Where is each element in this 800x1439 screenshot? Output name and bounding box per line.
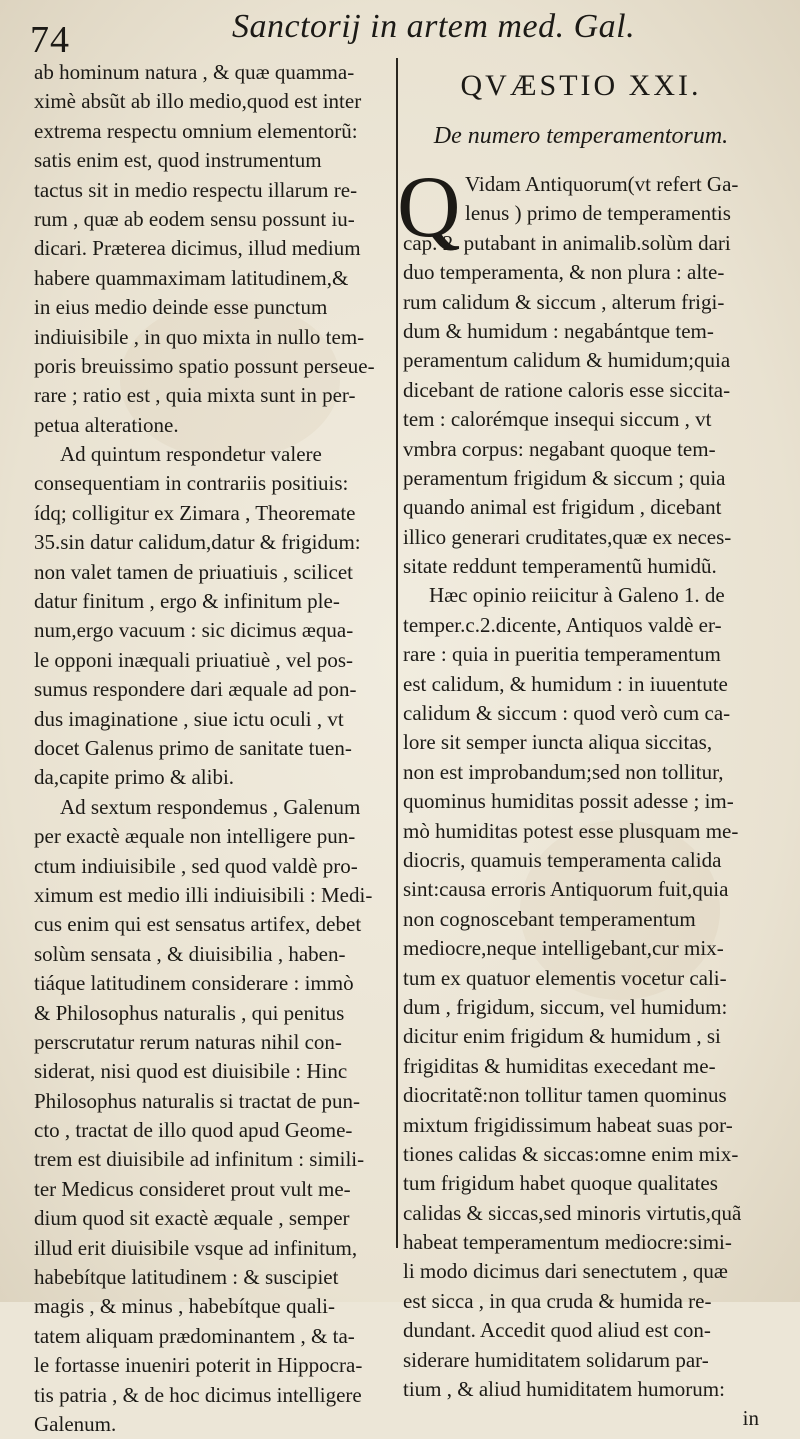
- text-line: rare ; ratio est , quia mixta sunt in per-: [34, 383, 356, 408]
- text-line: non est improbandum;sed non tollitur,: [403, 759, 724, 784]
- text-line: ximè absũt ab illo medio,quod est inter: [34, 89, 362, 114]
- text-line: non valet tamen de priuatiuis , scilicet: [34, 559, 353, 584]
- text-line: dum , frigidum, siccum, vel humidum:: [403, 994, 728, 1019]
- question-subtitle: De numero temperamentorum.: [433, 123, 729, 149]
- text-line: Vidam Antiquorum(vt refert Ga-: [465, 172, 739, 196]
- text-line: illico generari cruditates,quæ ex neces-: [403, 524, 732, 549]
- text-line: est sicca , in qua cruda & humida re-: [403, 1288, 712, 1313]
- text-line: tum frigidum habet quoque qualitates: [403, 1171, 718, 1196]
- text-line: est calidum, & humidum : in iuuentute: [403, 671, 728, 696]
- text-line: cus enim qui est sensatus artifex, debet: [34, 912, 362, 937]
- text-line: quominus humiditas possit adesse ; im-: [403, 789, 734, 814]
- text-line: trem est diuisibile ad infinitum : simili-: [34, 1147, 365, 1172]
- text-line: calidum & siccum : quod verò cum ca-: [403, 701, 731, 726]
- text-line: rum , quæ ab eodem sensu possunt iu-: [34, 206, 355, 231]
- text-line: tiones calidas & siccas:omne enim mix-: [403, 1141, 739, 1166]
- text-line: tactus sit in medio respectu illarum re-: [34, 177, 358, 202]
- running-title: Sanctorij in artem med. Gal.: [232, 8, 636, 45]
- drop-cap: Q: [397, 159, 461, 256]
- text-line: dicitur enim frigidum & humidum , si: [403, 1024, 721, 1049]
- text-line: dium quod sit exactè æquale , semper: [34, 1206, 350, 1231]
- text-line: tum ex quatuor elementis vocetur cali-: [403, 965, 727, 990]
- text-line: Philosophus naturalis si tractat de pun-: [34, 1088, 361, 1113]
- text-line: vmbra corpus: negabant quoque tem-: [403, 436, 716, 461]
- text-line: sitate reddunt temperamentũ humidũ.: [403, 554, 717, 579]
- text-line: illud erit diuisibile vsque ad infinitum,: [34, 1235, 358, 1260]
- text-line: rare : quia in pueritia temperamentum: [403, 642, 721, 667]
- text-line: tiáque latitudinem considerare : immò: [34, 971, 354, 996]
- text-line: in eius medio deinde esse punctum: [34, 295, 328, 320]
- text-line: dum & humidum : negabántque tem-: [403, 318, 714, 343]
- text-line: extrema respectu omnium elementorũ:: [34, 118, 358, 143]
- text-line: habere quammaximam latitudinem,&: [34, 265, 349, 290]
- text-line: ídq; colligitur ex Zimara , Theoremate: [34, 500, 356, 525]
- text-line: mò humiditas potest esse plusquam me-: [403, 818, 739, 843]
- text-line: perscrutatur rerum naturas nihil con-: [34, 1029, 342, 1054]
- text-line: poris breuissimo spatio possunt perseue-: [34, 353, 375, 378]
- text-line: tis patria , & de hoc dicimus intelligere: [34, 1382, 362, 1407]
- paragraph-1: [397, 159, 759, 581]
- text-line: num,ergo vacuum : sic dicimus æqua-: [34, 618, 354, 643]
- text-line: diocris, quamuis temperamenta calida: [403, 847, 722, 872]
- text-line: mixtum frigidissimum habeat suas por-: [403, 1112, 733, 1137]
- text-line: indiuisibile , in quo mixta in nullo tem-: [34, 324, 365, 349]
- text-line: lenus ) primo de temperamentis: [465, 201, 731, 226]
- page-number: 74: [30, 19, 70, 61]
- text-line: da,capite primo & alibi.: [34, 765, 235, 790]
- text-line: ter Medicus consideret prout vult me-: [34, 1176, 351, 1201]
- text-line: 35.sin datur calidum,datur & frigidum:: [34, 530, 361, 555]
- text-line: dus imaginatione , siue ictu oculi , vt: [34, 706, 344, 731]
- page-header: [0, 4, 800, 60]
- text-line: dicebant de ratione caloris esse siccita-: [403, 377, 731, 402]
- text-line: peramentum calidum & humidum;quia: [403, 348, 731, 373]
- text-line: ximum est medio illi indiuisibili : Medi-: [34, 882, 373, 907]
- text-line: frigiditas & humiditas execedant me-: [403, 1053, 716, 1078]
- text-line: satis enim est, quod instrumentum: [34, 148, 322, 173]
- text-line: solùm sensata , & diuisibilia , haben-: [34, 941, 346, 966]
- text-line: magis , & minus , habebítque quali-: [34, 1294, 335, 1319]
- question-title: QVÆSTIO XXI.: [460, 69, 702, 102]
- text-line: sint:causa erroris Antiquorum fuit,quia: [403, 877, 729, 902]
- right-column: [397, 58, 759, 1434]
- text-line: siderat, nisi quod est diuisibile : Hinc: [34, 1059, 348, 1084]
- text-line: dundant. Accedit quod aliud est con-: [403, 1318, 711, 1343]
- left-column: [34, 58, 390, 1439]
- text-line: cto , tractat de illo quod apud Geome-: [34, 1118, 353, 1143]
- text-line: temper.c.2.dicente, Antiquos valdè er-: [403, 612, 722, 637]
- text-line: Galenum.: [34, 1411, 117, 1436]
- text-line: peramentum frigidum & siccum ; quia: [403, 465, 726, 490]
- text-line: per exactè æquale non intelligere pun-: [34, 824, 356, 849]
- text-line: li modo dicimus dari senectutem , quæ: [403, 1259, 728, 1284]
- text-line: calidas & siccas,sed minoris virtutis,quã: [403, 1200, 742, 1225]
- text-line: cap. 2. putabant in animalib.solùm dari: [403, 230, 731, 255]
- text-line: diocritatẽ:non tollitur tamen quominus: [403, 1083, 727, 1108]
- text-line: docet Galenus primo de sanitate tuen-: [34, 735, 352, 760]
- text-line: datur finitum , ergo & infinitum ple-: [34, 589, 340, 614]
- text-line: siderare humiditatem solidarum par-: [403, 1347, 709, 1372]
- text-line: tium , & aliud humiditatem humorum:: [403, 1377, 725, 1402]
- text-line: Ad sextum respondemus , Galenum: [60, 794, 361, 819]
- text-line: Hæc opinio reiicitur à Galeno 1. de: [429, 583, 725, 608]
- text-line: le fortasse inueniri poterit in Hippocra-: [34, 1353, 363, 1378]
- text-line: quando animal est frigidum , dicebant: [403, 495, 722, 520]
- text-line: ctum indiuisibile , sed quod valdè pro-: [34, 853, 358, 878]
- text-line: dicari. Præterea dicimus, illud medium: [34, 236, 361, 261]
- text-line: Ad quintum respondetur valere: [60, 442, 322, 467]
- text-line: tatem aliquam prædominantem , & ta-: [34, 1323, 355, 1348]
- text-line: rum calidum & siccum , alterum frigi-: [403, 289, 725, 314]
- text-line: mediocre,neque intelligebant,cur mix-: [403, 936, 724, 961]
- text-line: duo temperamenta, & non plura : alte-: [403, 260, 725, 285]
- catchword: in: [742, 1406, 759, 1431]
- text-line: consequentiam in contrariis positiuis:: [34, 471, 349, 496]
- text-line: ab hominum natura , & quæ quamma-: [34, 60, 355, 84]
- text-line: habeat temperamentum mediocre:simi-: [403, 1230, 732, 1255]
- text-line: sumus respondere dari æquale ad pon-: [34, 677, 357, 702]
- text-line: habebítque latitudinem : & suscipiet: [34, 1265, 339, 1290]
- text-line: le opponi inæquali priuatiuè , vel pos-: [34, 647, 354, 672]
- text-line: tem : calorémque insequi siccum , vt: [403, 407, 712, 432]
- text-line: lore sit semper iuncta aliqua siccitas,: [403, 730, 713, 755]
- paragraph-2: [403, 581, 759, 1404]
- text-line: & Philosophus naturalis , qui penitus: [34, 1000, 345, 1025]
- text-line: non cognoscebant temperamentum: [403, 906, 696, 931]
- text-line: petua alteratione.: [34, 412, 179, 437]
